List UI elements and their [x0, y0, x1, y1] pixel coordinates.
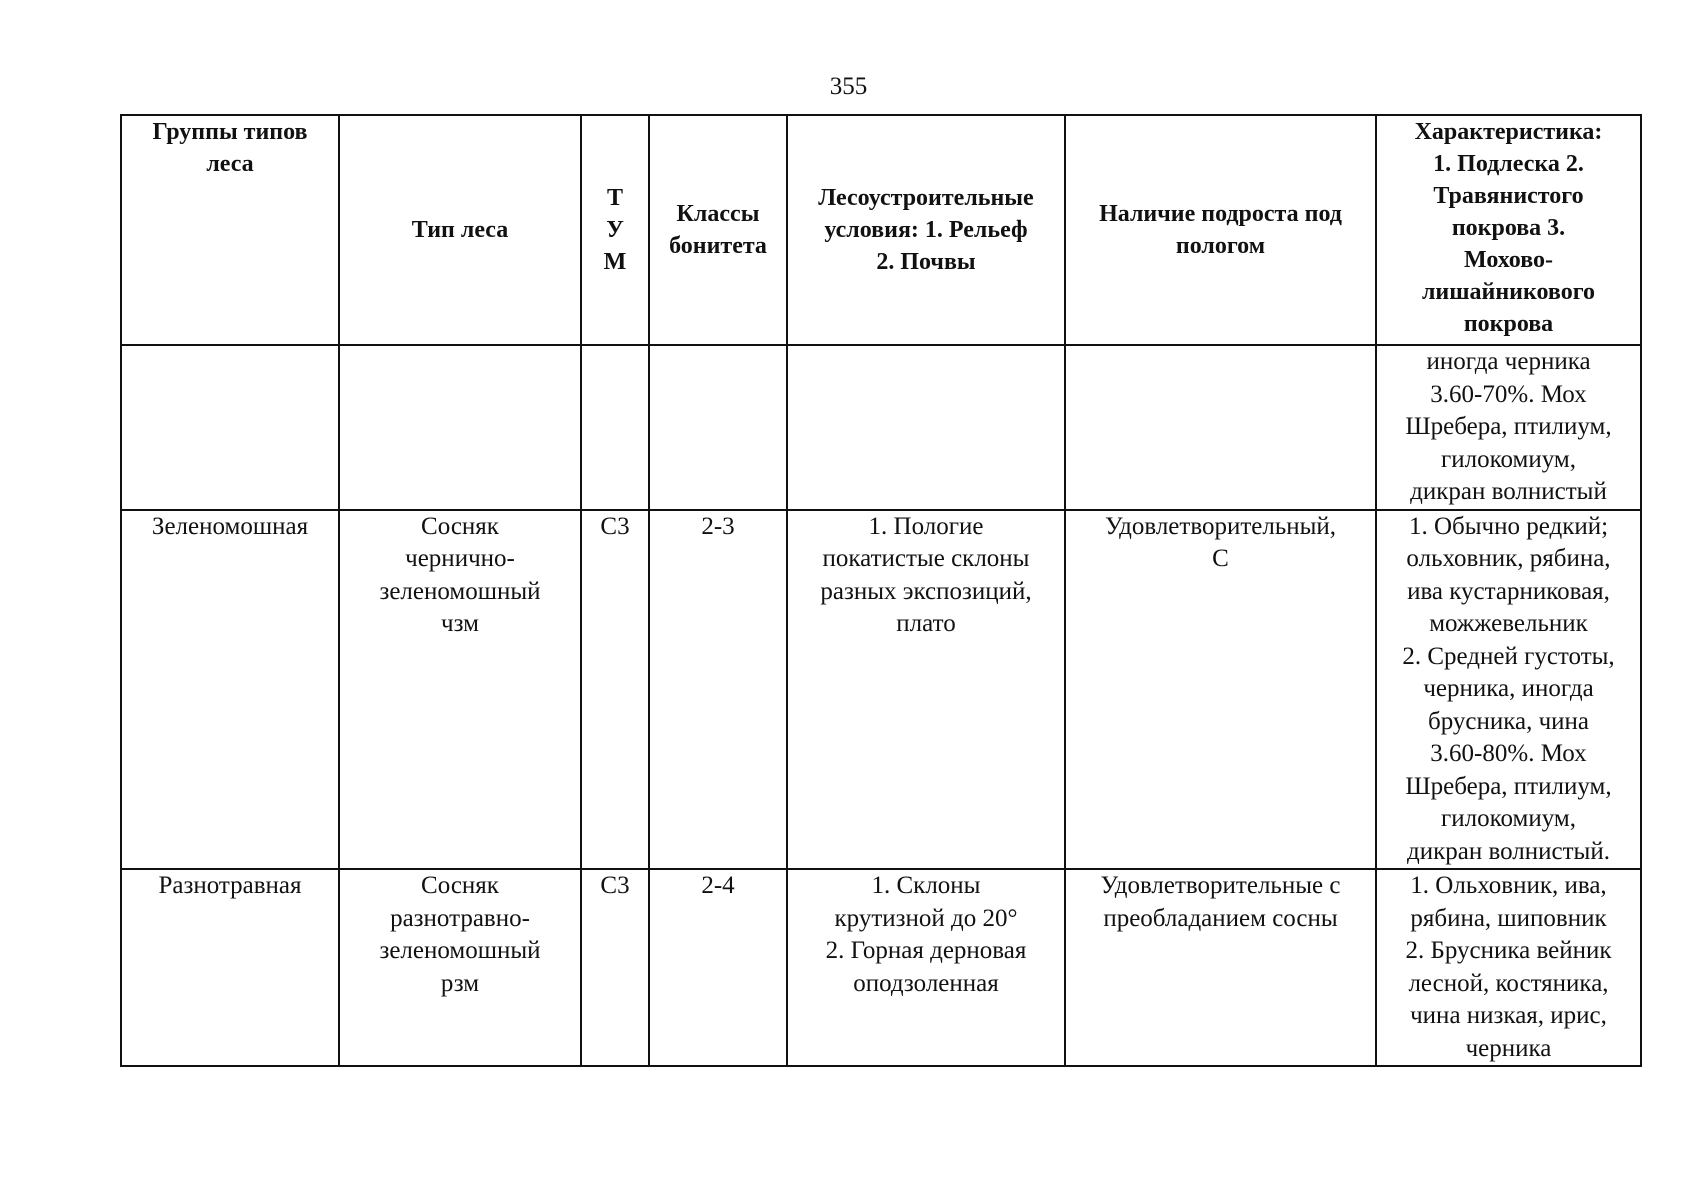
cell-characteristics: 1. Обычно редкий; ольховник, рябина, ива кустарниковая, можжевельник 2. Средней густоты, черника, иногда брусника, чина 3.60-80%. Мох Шребера, птилиум, гилокомиум, дикран волнистый. [1376, 510, 1641, 870]
cell-forest-type: Сосняк разнотравно- зеленомошный рзм [339, 869, 581, 1066]
header-forest-type: Тип леса [339, 115, 581, 345]
cell-tum [581, 345, 649, 510]
cell-bonitet [649, 345, 787, 510]
cell-tum: С3 [581, 510, 649, 870]
header-undergrowth: Наличие подроста под пологом [1065, 115, 1376, 345]
table-row [121, 869, 1641, 1066]
table-row [121, 345, 1641, 510]
cell-forest-type: Сосняк чернично- зеленомошный чзм [339, 510, 581, 870]
cell-conditions: 1. Склоны крутизной до 20° 2. Горная дерновая оподзоленная [787, 869, 1065, 1066]
cell-tum: С3 [581, 869, 649, 1066]
cell-forest-group [121, 345, 339, 510]
header-tum: Т У М [581, 115, 649, 345]
page-number: 355 [829, 73, 868, 100]
cell-undergrowth [1065, 345, 1376, 510]
cell-characteristics: иногда черника 3.60-70%. Мох Шребера, птилиум, гилокомиум, дикран волнистый [1376, 345, 1641, 510]
cell-undergrowth: Удовлетворительный, С [1065, 510, 1376, 870]
header-forest-conditions: Лесоустроительные условия: 1. Рельеф 2. Почвы [787, 115, 1065, 345]
cell-conditions [787, 345, 1065, 510]
header-bonitet-class: Классы бонитета [649, 115, 787, 345]
table-row [121, 510, 1641, 870]
cell-forest-group: Разнотравная [121, 869, 339, 1066]
cell-undergrowth: Удовлетворительные с преобладанием сосны [1065, 869, 1376, 1066]
forest-types-table [120, 114, 1642, 1067]
header-characteristics: Характеристика: 1. Подлеска 2. Травянистого покрова 3. Мохово- лишайникового покрова [1376, 115, 1641, 345]
header-forest-group: Группы типов леса [121, 115, 339, 345]
cell-characteristics: 1. Ольховник, ива, рябина, шиповник 2. Брусника вейник лесной, костяника, чина низкая, ирис, черника [1376, 869, 1641, 1066]
cell-conditions: 1. Пологие покатистые склоны разных экспозиций, плато [787, 510, 1065, 870]
cell-bonitet: 2-3 [649, 510, 787, 870]
cell-forest-group: Зеленомошная [121, 510, 339, 870]
table-header-row [121, 115, 1641, 345]
cell-bonitet: 2-4 [649, 869, 787, 1066]
cell-forest-type [339, 345, 581, 510]
